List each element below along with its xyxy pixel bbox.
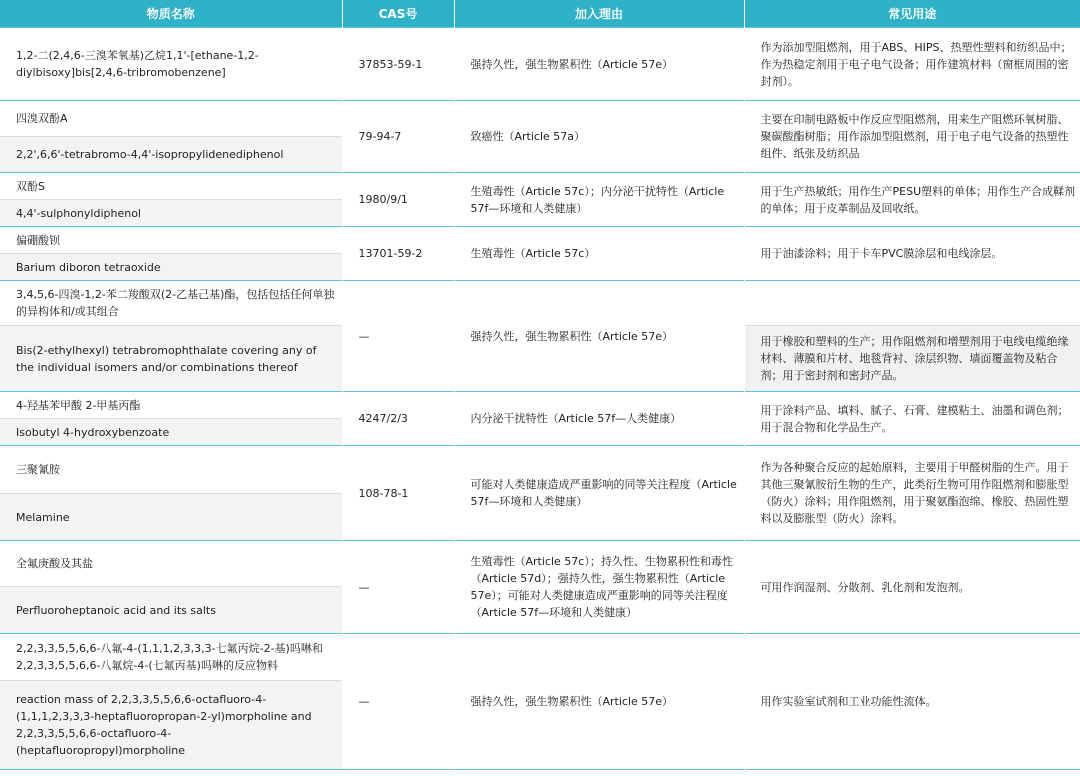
table-row — [0, 541, 1080, 587]
common-use: 作为各种聚合反应的起始原料，主要用于甲醛树脂的生产。用于其他三聚氰胺衍生物的生产，此类衍生物可用作阻燃剂和膨胀型（防火）涂料；用作阻燃剂，用于聚氨酯泡绵、橡胶、热固性塑料以及膨胀型（防火）涂料。 — [744, 446, 1080, 541]
cas-number: 1980/9/1 — [342, 173, 454, 227]
table-row — [0, 392, 1080, 419]
common-use: 主要在印制电路板中作反应型阻燃剂，用来生产阻燃环氧树脂、聚碳酸酯树脂；用作添加型阻燃剂，用于电子电气设备的热塑性组件、纸张及纺织品 — [744, 101, 1080, 173]
table-row — [0, 101, 1080, 137]
table-row — [0, 446, 1080, 494]
table-row — [0, 227, 1080, 254]
inclusion-reason: 强持久性，强生物累积性（Article 57e） — [454, 28, 744, 101]
cas-number: 4247/2/3 — [342, 392, 454, 446]
substance-name-en: 4,4'-sulphonyldiphenol — [0, 200, 342, 227]
substance-name-cn: 偏硼酸钡 — [0, 227, 342, 254]
header-cas: CAS号 — [342, 0, 454, 28]
table-row — [0, 173, 1080, 200]
cas-number: 108-78-1 — [342, 446, 454, 541]
table-row — [0, 634, 1080, 681]
inclusion-reason: 强持久性，强生物累积性（Article 57e） — [454, 634, 744, 770]
substance-name-cn: 4-羟基苯甲酸 2-甲基丙酯 — [0, 392, 342, 419]
substance-name-cn: 三聚氰胺 — [0, 446, 342, 494]
substance-name: 1,2-二(2,4,6-三溴苯氧基)乙烷1,1'-[ethane-1,2-diylbisoxy]bis[2,4,6-tribromobenzene] — [0, 28, 342, 101]
inclusion-reason: 生殖毒性（Article 57c）；持久性、生物累积性和毒性（Article 57d）；强持久性，强生物累积性（Article 57e）；可能对人类健康造成严重影响的同等关注程度（Article 57f—环境和人类健康） — [454, 541, 744, 634]
inclusion-reason: 致癌性（Article 57a） — [454, 101, 744, 173]
common-use: 可用作润湿剂、分散剂、乳化剂和发泡剂。 — [744, 541, 1080, 634]
substance-name-cn: 全氟庚酸及其盐 — [0, 541, 342, 587]
header-row — [0, 0, 1080, 28]
substance-name-cn: 3,4,5,6-四溴-1,2-苯二羧酸双(2-乙基己基)酯，包括包括任何单独的异构体和/或其组合 — [0, 281, 342, 326]
substance-name-cn: 双酚S — [0, 173, 342, 200]
cas-number: 13701-59-2 — [342, 227, 454, 281]
cas-number: — — [342, 281, 454, 392]
table-row — [0, 281, 1080, 326]
common-use: 作为添加型阻燃剂，用于ABS、HIPS、热塑性塑料和纺织品中；作为热稳定剂用于电子电气设备；用作建筑材料（窗框周围的密封剂）。 — [744, 28, 1080, 101]
substance-name-en: Bis(2-ethylhexyl) tetrabromophthalate covering any of the individual isomers and/or combinations thereof — [0, 326, 342, 392]
cas-number: 79-94-7 — [342, 101, 454, 173]
cas-number: — — [342, 634, 454, 770]
substance-name-cn: 四溴双酚A — [0, 101, 342, 137]
common-use: 用于油漆涂料；用于卡车PVC膜涂层和电线涂层。 — [744, 227, 1080, 281]
cas-number: — — [342, 541, 454, 634]
header-reason: 加入理由 — [454, 0, 744, 28]
common-use: 用作实验室试剂和工业功能性流体。 — [744, 634, 1080, 770]
substance-name-en: Barium diboron tetraoxide — [0, 254, 342, 281]
common-use-blank — [744, 281, 1080, 326]
substance-name-en: Perfluoroheptanoic acid and its salts — [0, 587, 342, 634]
common-use: 用于涂料产品、填料、腻子、石膏、建模粘土、油墨和调色剂；用于混合物和化学品生产。 — [744, 392, 1080, 446]
inclusion-reason: 生殖毒性（Article 57c） — [454, 227, 744, 281]
header-use: 常见用途 — [744, 0, 1080, 28]
substance-name-en: 2,2',6,6'-tetrabromo-4,4'-isopropylidenediphenol — [0, 137, 342, 173]
common-use: 用于橡胶和塑料的生产；用作阻燃剂和增塑剂用于电线电缆绝缘材料、薄膜和片材、地毯背衬、涂层织物、墙面覆盖物及粘合剂；用于密封剂和密封产品。 — [744, 326, 1080, 392]
substance-name-en: Melamine — [0, 494, 342, 541]
substance-name-en: reaction mass of 2,2,3,3,5,5,6,6-octafluoro-4-(1,1,1,2,3,3,3-heptafluoropropan-2-yl)morpholine and 2,2,3,3,5,5,6,6-octafluoro-4-(heptafluoropropyl)morpholine — [0, 681, 342, 770]
inclusion-reason: 内分泌干扰特性（Article 57f—人类健康） — [454, 392, 744, 446]
inclusion-reason: 可能对人类健康造成严重影响的同等关注程度（Article 57f—环境和人类健康） — [454, 446, 744, 541]
common-use: 用于生产热敏纸；用作生产PESU塑料的单体；用作生产合成鞣剂的单体；用于皮革制品及回收纸。 — [744, 173, 1080, 227]
cas-number: 37853-59-1 — [342, 28, 454, 101]
inclusion-reason: 生殖毒性（Article 57c）；内分泌干扰特性（Article 57f—环境和人类健康） — [454, 173, 744, 227]
table-row — [0, 28, 1080, 101]
substance-name-cn: 2,2,3,3,5,5,6,6-八氟-4-(1,1,1,2,3,3,3-七氟丙烷-2-基)吗啉和2,2,3,3,5,5,6,6-八氟烷-4-(七氟丙基)吗啉的反应物料 — [0, 634, 342, 681]
header-name: 物质名称 — [0, 0, 342, 28]
inclusion-reason: 强持久性，强生物累积性（Article 57e） — [454, 281, 744, 392]
substance-name-en: Isobutyl 4-hydroxybenzoate — [0, 419, 342, 446]
